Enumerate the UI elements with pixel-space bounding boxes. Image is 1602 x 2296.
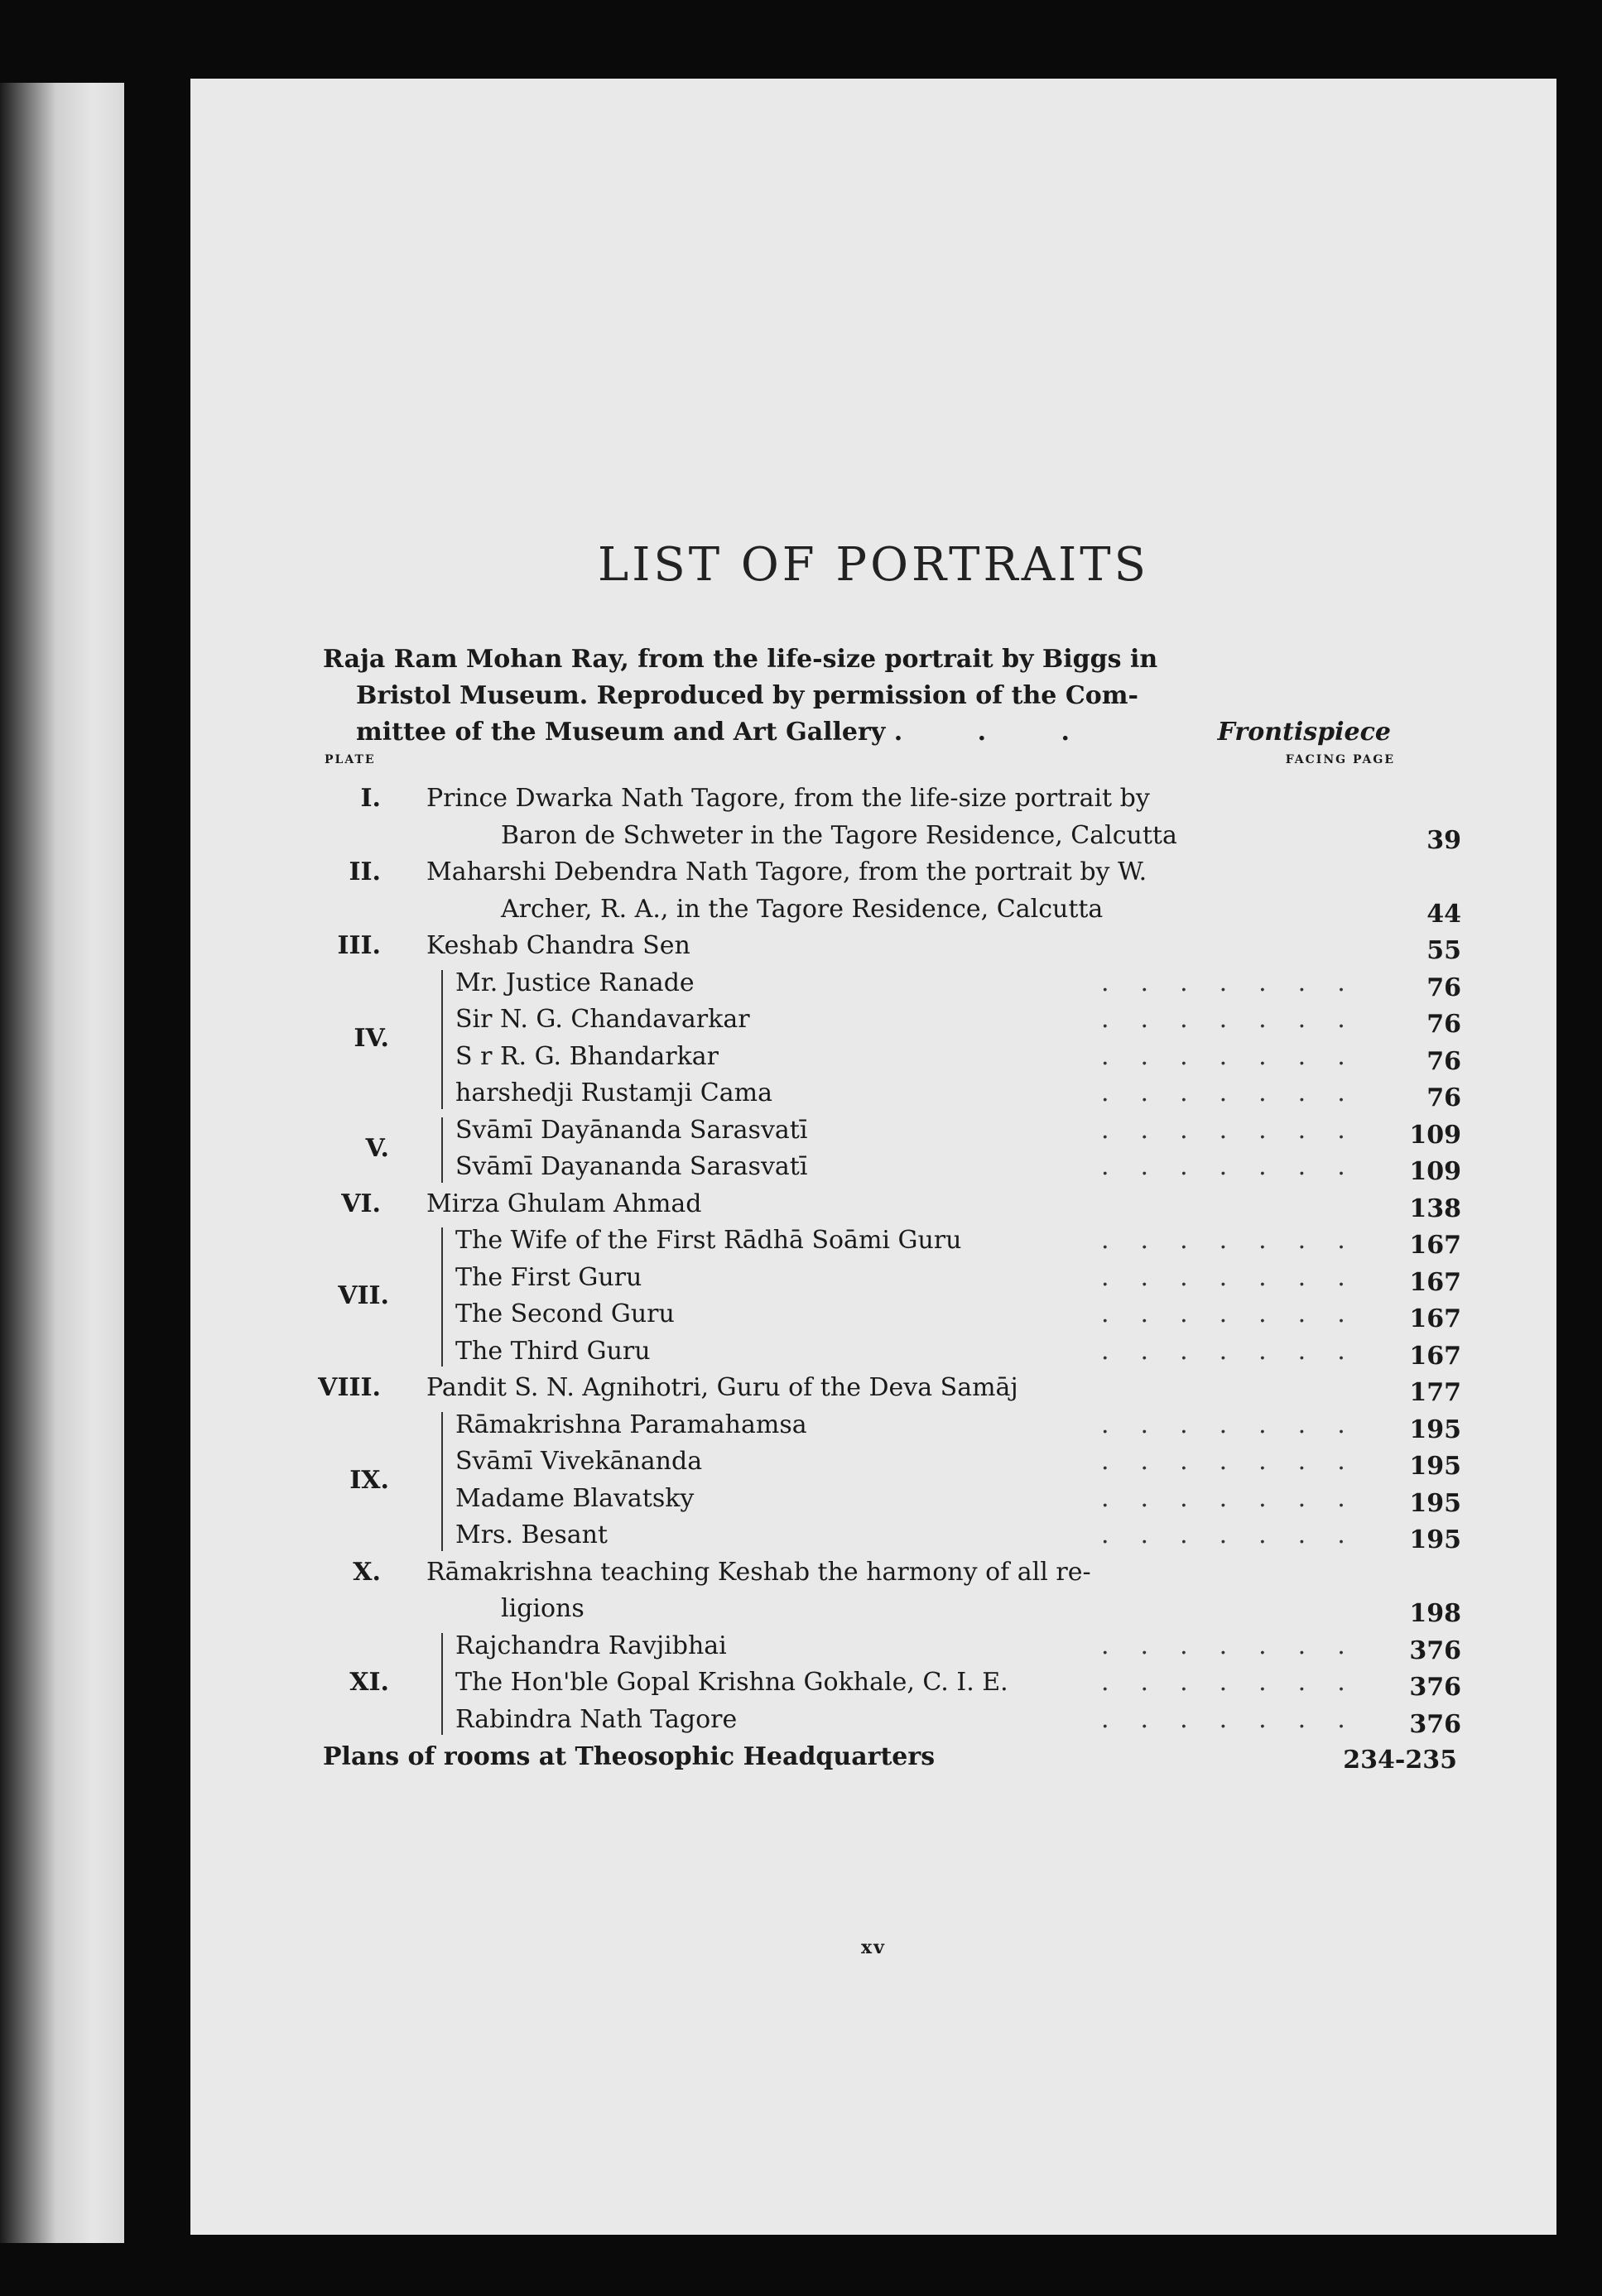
leader-dots: .......: [1101, 1447, 1377, 1476]
facing-page-number: 55: [1426, 936, 1461, 965]
plans-page: 234-235: [1343, 1746, 1457, 1775]
facing-page-number: 376: [1409, 1673, 1461, 1702]
group-brace: [441, 1633, 451, 1736]
scan-binding-edge: [0, 83, 124, 2243]
facing-page-number: 138: [1409, 1194, 1461, 1223]
plate-numeral: I.: [360, 784, 381, 813]
facing-page-number: 167: [1409, 1231, 1461, 1260]
intro-line-1: Raja Ram Mohan Ray, from the life-size portrait by Biggs in: [323, 645, 1158, 674]
page-title: LIST OF PORTRAITS: [598, 538, 1149, 592]
portrait-name: Madame Blavatsky: [455, 1483, 695, 1513]
plate-numeral: VIII.: [318, 1373, 381, 1402]
leader-dots: .......: [1101, 1410, 1377, 1439]
page-folio: xv: [861, 1937, 886, 1958]
group-brace: [441, 1117, 451, 1183]
plate-group-item: [190, 1702, 1556, 1738]
plate-numeral: II.: [349, 857, 381, 886]
plate-entry-line: [190, 818, 1556, 854]
plate-title: Pandit S. N. Agnihotri, Guru of the Deva Samāj: [426, 1373, 1018, 1402]
facing-page-number: 109: [1409, 1157, 1461, 1186]
portrait-name: The Third Guru: [455, 1336, 651, 1366]
portrait-name: Rabindra Nath Tagore: [455, 1704, 738, 1734]
facing-page-number: 195: [1409, 1452, 1461, 1481]
group-brace: [441, 1412, 451, 1551]
plate-title: ligions: [501, 1594, 585, 1623]
portrait-name: Svāmī Dayananda Sarasvatī: [455, 1152, 808, 1181]
portrait-name: harshedji Rustamji Cama: [455, 1078, 772, 1107]
facing-page-number: 39: [1426, 825, 1461, 855]
plate-title: Archer, R. A., in the Tagore Residence, Calcutta: [501, 894, 1104, 924]
facing-page-number: 109: [1409, 1120, 1461, 1150]
plate-numeral: XI.: [349, 1668, 389, 1698]
plate-group-item: [190, 1222, 1556, 1259]
leader-dots: .......: [1101, 1005, 1377, 1034]
facing-page-column-header: FACING PAGE: [1285, 753, 1395, 766]
plate-title: Keshab Chandra Sen: [426, 931, 690, 960]
facing-page-number: 195: [1409, 1525, 1461, 1554]
frontispiece-label: Frontispiece: [1217, 718, 1391, 747]
plate-column-header: PLATE: [325, 753, 376, 766]
intro-line-3: mittee of the Museum and Art Gallery . . . Frontispiece: [323, 714, 1391, 751]
plate-numeral: IV.: [354, 1023, 389, 1053]
plate-title: Prince Dwarka Nath Tagore, from the life-size portrait by: [426, 784, 1150, 813]
frontispiece-entry: [323, 641, 1391, 751]
facing-page-number: 376: [1409, 1636, 1461, 1665]
leader-dots: .......: [1101, 1336, 1377, 1366]
leader-dots: .......: [1101, 968, 1377, 997]
intro-line-2: Bristol Museum. Reproduced by permission of the Com-: [356, 681, 1138, 710]
facing-page-number: 376: [1409, 1709, 1461, 1739]
group-brace: [441, 1227, 451, 1367]
group-brace: [441, 970, 451, 1109]
plate-numeral: X.: [353, 1557, 381, 1587]
plate-numeral: VII.: [338, 1281, 389, 1310]
plate-entry-line: [190, 854, 1556, 891]
leader-dots: .......: [1101, 1520, 1377, 1549]
plate-group-item: [190, 1333, 1556, 1370]
plate-title: Mirza Ghulam Ahmad: [426, 1189, 702, 1218]
facing-page-number: 76: [1426, 1046, 1461, 1076]
plate-entry-line: [190, 891, 1556, 928]
facing-page-number: 198: [1409, 1599, 1461, 1628]
plate-numeral-row: [190, 1463, 439, 1499]
facing-page-number: 167: [1409, 1267, 1461, 1297]
plate-numeral: III.: [337, 931, 381, 960]
facing-page-number: 76: [1426, 1083, 1461, 1112]
portrait-name: Rāmakrishna Paramahamsa: [455, 1410, 807, 1439]
facing-page-number: 44: [1426, 899, 1461, 929]
plate-numeral-row: [190, 1131, 439, 1167]
portrait-name: Rajchandra Ravjibhai: [455, 1631, 727, 1660]
plate-title: Rāmakrishna teaching Keshab the harmony of all re-: [426, 1557, 1091, 1587]
plate-numeral: VI.: [341, 1189, 381, 1218]
leader-dots: .......: [1101, 1299, 1377, 1328]
leader-dots: .......: [1101, 1631, 1377, 1660]
plate-entry-line: [190, 781, 1556, 817]
portrait-name: Mrs. Besant: [455, 1520, 608, 1549]
leader-dots: .......: [1101, 1704, 1377, 1734]
leader-dots: .......: [1101, 1152, 1377, 1181]
facing-page-number: 76: [1426, 973, 1461, 1002]
leader-dots: .......: [1101, 1226, 1377, 1255]
portrait-name: S r R. G. Bhandarkar: [455, 1041, 719, 1071]
plate-numeral: IX.: [349, 1465, 389, 1495]
facing-page-number: 195: [1409, 1415, 1461, 1444]
portrait-name: The First Guru: [455, 1262, 642, 1292]
facing-page-number: 167: [1409, 1341, 1461, 1371]
plate-numeral-row: [190, 1021, 439, 1057]
leader-dots: .......: [1101, 1115, 1377, 1145]
portrait-name: Mr. Justice Ranade: [455, 968, 695, 997]
portrait-name: The Wife of the First Rādhā Soāmi Guru: [455, 1226, 962, 1255]
portrait-name: The Second Guru: [455, 1299, 675, 1328]
facing-page-number: 177: [1409, 1378, 1461, 1407]
facing-page-number: 195: [1409, 1488, 1461, 1518]
plate-title: Baron de Schweter in the Tagore Residence, Calcutta: [501, 820, 1177, 850]
plans-label: Plans of rooms at Theosophic Headquarters: [323, 1742, 936, 1771]
plate-group-item: [190, 1628, 1556, 1664]
plate-numeral: V.: [365, 1134, 389, 1163]
plans-entry: [323, 1742, 935, 1771]
leader-dots: .......: [1101, 1041, 1377, 1071]
facing-page-number: 76: [1426, 1010, 1461, 1039]
plate-entry-line: [190, 1554, 1556, 1591]
plate-numeral-row: [190, 1664, 439, 1701]
plate-group-item: [190, 1517, 1556, 1554]
plate-entry-line: [190, 928, 1556, 964]
plate-entry-line: [190, 1591, 1556, 1627]
portrait-name: Sir N. G. Chandavarkar: [455, 1005, 750, 1034]
portrait-name: Svāmī Vivekānanda: [455, 1447, 703, 1476]
portrait-name: The Hon'ble Gopal Krishna Gokhale, C. I. E.: [455, 1668, 1008, 1697]
plate-group-item: [190, 965, 1556, 1001]
plate-title: Maharshi Debendra Nath Tagore, from the portrait by W.: [426, 857, 1147, 886]
leader-dots: .......: [1101, 1078, 1377, 1107]
plate-group-item: [190, 1407, 1556, 1443]
facing-page-number: 167: [1409, 1304, 1461, 1333]
leader-dots: .......: [1101, 1668, 1377, 1697]
book-page: [190, 79, 1556, 2235]
portrait-name: Svāmī Dayānanda Sarasvatī: [455, 1115, 808, 1145]
plate-entry-line: [190, 1186, 1556, 1222]
plans-page-row: [1292, 1742, 1457, 1779]
leader-dots: .......: [1101, 1262, 1377, 1292]
plate-group-item: [190, 1075, 1556, 1112]
plate-entry-line: [190, 1370, 1556, 1406]
plate-numeral-row: [190, 1278, 439, 1314]
leader-dots: .......: [1101, 1483, 1377, 1513]
intro-line-3-text: mittee of the Museum and Art Gallery: [356, 718, 886, 747]
